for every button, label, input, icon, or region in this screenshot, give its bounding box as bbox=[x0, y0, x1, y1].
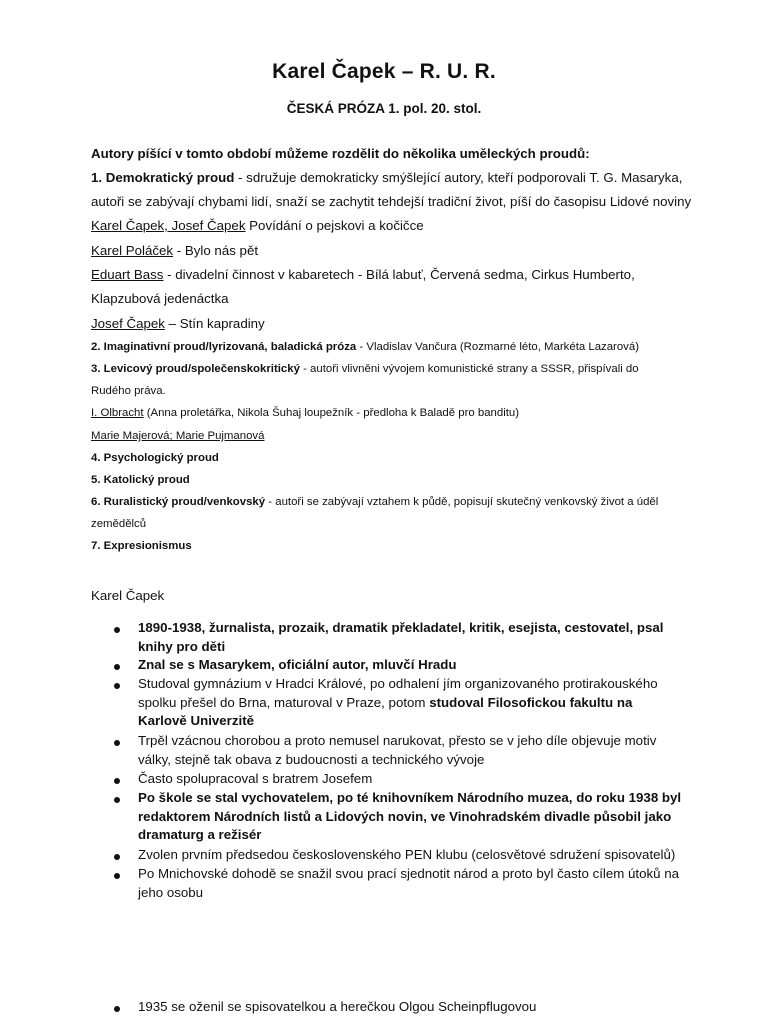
author-line-josef bbox=[91, 316, 265, 331]
bullet-item-7: Zvolen prvním předsedou československého PEN klubu (celosvětové sdružení spisovatelů) bbox=[138, 847, 676, 862]
bullet-icon bbox=[114, 873, 120, 879]
bullet-icon bbox=[114, 627, 120, 633]
section-3-line bbox=[91, 363, 639, 375]
bullet-item-2: Znal se s Masarykem, oficiální autor, mluvčí Hradu bbox=[138, 657, 457, 672]
section-6-text: - autoři se zabývají vztahem k půdě, popisují skutečný venkovský život a úděl bbox=[265, 496, 659, 508]
section-1-heading: 1. Demokratický proud bbox=[91, 170, 235, 185]
bullet-icon bbox=[114, 854, 120, 860]
author-line-polacek bbox=[91, 243, 258, 258]
author-line-bass bbox=[91, 267, 635, 282]
section-1-text: - sdružuje demokraticky smýšlející autory, kteří podporovali T. G. Masaryka, bbox=[234, 170, 683, 185]
author-name: Josef Čapek bbox=[91, 316, 165, 331]
document-title: Karel Čapek – R. U. R. bbox=[272, 60, 496, 83]
bullet-item-5: Často spolupracoval s bratrem Josefem bbox=[138, 771, 373, 786]
bullet-icon bbox=[114, 664, 120, 670]
bullet-item-9: 1935 se oženil se spisovatelkou a herečkou Olgou Scheinpflugovou bbox=[138, 999, 537, 1014]
section-1-text-cont: autoři se zabývají chybami lidí, snaží se zachytit tehdejší tradiční život, píší do časopisu Lidové noviny bbox=[91, 194, 692, 209]
author-line-capek bbox=[91, 218, 424, 233]
section-6-line bbox=[91, 496, 658, 508]
section-2-line bbox=[91, 341, 639, 353]
bullet-icon bbox=[114, 797, 120, 803]
section-heading-capek: Karel Čapek bbox=[91, 588, 165, 603]
author-work: - divadelní činnost v kabaretech - Bílá labuť, Červená sedma, Cirkus Humberto, bbox=[163, 267, 635, 282]
bullet-item-4: Trpěl vzácnou chorobou a proto nemusel narukovat, přesto se v jeho díle objevuje motiv války, stejně tak obava z budoucnosti a technického vývoje bbox=[138, 733, 657, 767]
section-7-heading: 7. Expresionismus bbox=[91, 540, 192, 552]
bullet-text: Studoval gymnázium v Hradci Králové, po odhalení jím organizovaného protirakouského spolku přešel do Brna, maturoval v Praze, potom bbox=[138, 676, 658, 710]
section-3-authors-women: Marie Majerová; Marie Pujmanová bbox=[91, 430, 265, 442]
section-6-heading: 6. Ruralistický proud/venkovský bbox=[91, 496, 266, 508]
section-6-text-cont: zemědělců bbox=[91, 518, 147, 530]
bullet-item-3 bbox=[138, 675, 683, 731]
section-3-heading: 3. Levicový proud/společenskokritický bbox=[91, 363, 300, 375]
author-name: Karel Poláček bbox=[91, 243, 174, 258]
section-5-heading: 5. Katolický proud bbox=[91, 474, 190, 486]
author-work: – Stín kapradiny bbox=[164, 316, 265, 331]
bullet-item-1: 1890-1938, žurnalista, prozaik, dramatik překladatel, kritik, esejista, cestovatel, psal knihy pro děti bbox=[138, 620, 664, 654]
section-2-text: - Vladislav Vančura (Rozmarné léto, Markéta Lazarová) bbox=[356, 341, 640, 353]
section-3-text: - autoři vlivněni vývojem komunistické strany a SSSR, přispívali do bbox=[299, 363, 639, 375]
author-work: - Bylo nás pět bbox=[173, 243, 259, 258]
author-line-bass-cont: Klapzubová jedenáctka bbox=[91, 291, 229, 306]
bullet-icon bbox=[114, 683, 120, 689]
bullet-icon bbox=[114, 1006, 120, 1012]
section-3-author-olbracht bbox=[91, 407, 519, 419]
author-name: Karel Čapek, Josef Čapek bbox=[91, 218, 246, 233]
author-name: I. Olbracht bbox=[91, 407, 144, 419]
section-4-heading: 4. Psychologický proud bbox=[91, 452, 219, 464]
bullet-icon bbox=[114, 778, 120, 784]
bullet-item-8: Po Mnichovské dohodě se snažil svou prací sjednotit národ a proto byl často cílem útoků na jeho osobu bbox=[138, 866, 680, 900]
intro-line: Autory píšící v tomto období můžeme rozdělit do několika uměleckých proudů: bbox=[91, 146, 590, 161]
author-work: (Anna proletářka, Nikola Šuhaj loupežník - předloha k Baladě pro banditu) bbox=[143, 407, 520, 419]
bullet-icon bbox=[114, 740, 120, 746]
bullet-item-6: Po škole se stal vychovatelem, po té knihovníkem Národního muzea, do roku 1938 byl redaktorem Národních listů a Lidových novin, ve Vinohradském divadle působil jako dramaturg a režisér bbox=[138, 790, 682, 842]
author-work: Povídání o pejskovi a kočičce bbox=[245, 218, 424, 233]
bullet-bold-text: studoval Filosofickou fakultu na Karlově Univerzitě bbox=[138, 694, 633, 728]
section-2-heading: 2. Imaginativní proud/lyrizovaná, baladická próza bbox=[91, 341, 357, 353]
section-3-text-cont: Rudého práva. bbox=[91, 385, 166, 397]
section-1-line bbox=[91, 170, 682, 185]
document-subtitle: ČESKÁ PRÓZA 1. pol. 20. stol. bbox=[286, 101, 482, 116]
author-name: Eduart Bass bbox=[91, 267, 164, 282]
